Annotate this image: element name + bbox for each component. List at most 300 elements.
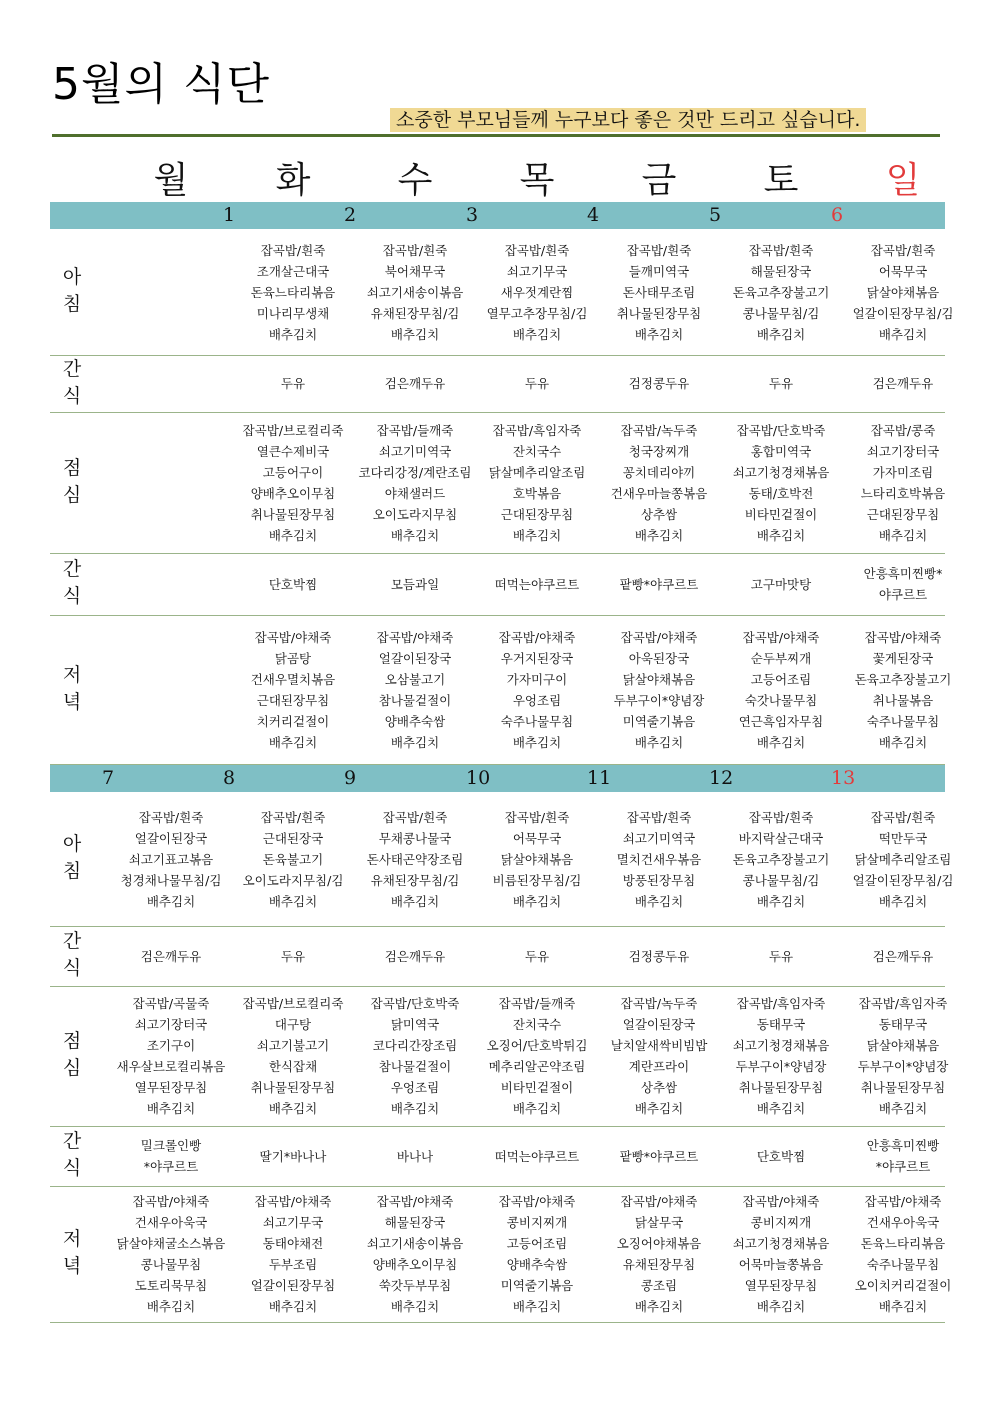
menu-item: 잡곡밥/들깨죽 <box>376 422 454 438</box>
menu-cell <box>598 355 720 412</box>
menu-item: 닭살메추리알조림 <box>488 464 586 480</box>
menu-cell <box>110 926 232 986</box>
menu-item: 무채콩나물국 <box>378 830 452 846</box>
menu-item: 모듬과일 <box>390 576 440 592</box>
menu-item: 돈육불고기 <box>262 851 324 867</box>
meal-label-char: 침 <box>62 293 82 315</box>
menu-item: 유채된장무침/김 <box>370 872 460 888</box>
menu-item: 두부구이*양념장 <box>613 692 705 708</box>
meal-label <box>50 926 94 980</box>
menu-item: 해물된장국 <box>750 263 812 279</box>
menu-item: 얼갈이된장국 <box>134 830 208 846</box>
menu-item: 돈육느타리볶음 <box>250 284 336 300</box>
menu-item: 취나물된장무침 <box>616 305 702 321</box>
menu-cell <box>110 1126 232 1186</box>
menu-item: 콩조림 <box>640 1278 678 1293</box>
menu-item: 비름된장무침/김 <box>492 872 582 888</box>
menu-item: 열무된장무침 <box>134 1080 208 1095</box>
menu-item: 배추김치 <box>512 1299 562 1314</box>
menu-cell <box>476 986 598 1126</box>
meal-row-snack1 <box>50 355 945 413</box>
menu-cell <box>598 926 720 986</box>
menu-item: 두유 <box>524 376 550 391</box>
menu-item: 동태/호박전 <box>748 485 814 501</box>
menu-cell <box>232 792 354 926</box>
menu-item: 콩비지찌개 <box>750 1215 812 1230</box>
menu-cell <box>598 986 720 1126</box>
menu-item: 잡곡밥/곡물죽 <box>132 996 210 1011</box>
menu-item: 배추김치 <box>268 1299 318 1314</box>
meal-label <box>50 554 94 608</box>
menu-item: *야쿠르트 <box>875 1159 931 1174</box>
menu-item: 떡만두국 <box>878 830 928 846</box>
menu-item: 동태야채전 <box>262 1236 324 1251</box>
menu-item: 잡곡밥/녹두죽 <box>620 996 698 1011</box>
menu-item: 배추김치 <box>634 734 684 750</box>
menu-item: 잡곡밥/야채죽 <box>742 1194 820 1209</box>
menu-item: 배추김치 <box>634 527 684 543</box>
meal-label-char: 저 <box>62 663 82 686</box>
menu-item: 양배추오이무침 <box>250 485 336 501</box>
menu-item: 잡곡밥/흰죽 <box>626 242 692 258</box>
menu-item: 동태무국 <box>756 1017 806 1032</box>
menu-item: 배추김치 <box>146 893 196 909</box>
menu-item: 새우살브로컬리볶음 <box>116 1059 226 1074</box>
menu-item: 잡곡밥/흰죽 <box>870 809 936 825</box>
menu-cell <box>842 986 964 1126</box>
menu-item: 배추김치 <box>390 1101 440 1116</box>
menu-item: 배추김치 <box>512 1101 562 1116</box>
menu-item: 배추김치 <box>634 1299 684 1314</box>
menu-item: 잡곡밥/야채죽 <box>254 1194 332 1209</box>
menu-cell <box>354 412 476 553</box>
menu-item: 날치알새싹비빔밥 <box>610 1038 708 1053</box>
menu-cell <box>476 553 598 615</box>
menu-item: 쇠고기새송이볶음 <box>366 284 464 300</box>
menu-cell <box>110 792 232 926</box>
menu-item: 쇠고기장터국 <box>866 443 940 459</box>
menu-cell <box>110 229 232 355</box>
menu-item: 배추김치 <box>268 527 318 543</box>
menu-item: 도토리묵무침 <box>134 1278 208 1293</box>
menu-item: 숙주나물무침 <box>866 713 940 729</box>
menu-item: 참나물겉절이 <box>378 1059 452 1074</box>
menu-item: 잡곡밥/콩죽 <box>870 422 936 438</box>
menu-item: 잔치국수 <box>512 443 562 459</box>
menu-item: 우엉조림 <box>390 1080 440 1095</box>
day-sun: 일 <box>885 160 921 201</box>
menu-cell <box>476 792 598 926</box>
day-mon: 월 <box>153 160 189 201</box>
menu-item: 콩나물무침/김 <box>742 872 820 888</box>
menu-cell <box>110 355 232 412</box>
menu-item: 새우젓계란찜 <box>500 284 574 300</box>
menu-item: 쇠고기새송이볶음 <box>366 1236 464 1251</box>
menu-item: 숙갓나물무침 <box>744 692 818 708</box>
menu-item: 배추김치 <box>634 893 684 909</box>
date-number: 7 <box>102 767 115 789</box>
menu-item: 배추김치 <box>878 1299 928 1314</box>
menu-item: 가자미구이 <box>506 671 568 687</box>
menu-item: 잡곡밥/브로컬리죽 <box>242 996 344 1011</box>
menu-item: 팥빵*야쿠르트 <box>619 1148 699 1164</box>
menu-cell <box>598 792 720 926</box>
menu-cell <box>476 1126 598 1186</box>
menu-item: 돈사태무조림 <box>622 284 696 300</box>
menu-item: 잡곡밥/야채죽 <box>132 1194 210 1209</box>
menu-item: 우거지된장국 <box>500 650 574 666</box>
day-fri: 금 <box>641 160 677 201</box>
date-number: 12 <box>709 767 734 789</box>
menu-item: 돈사태곤약장조림 <box>366 851 464 867</box>
menu-item: 배추김치 <box>390 326 440 342</box>
menu-item: 배추김치 <box>268 893 318 909</box>
menu-item: 얼갈이된장국 <box>622 1017 696 1032</box>
menu-cell <box>232 412 354 553</box>
menu-item: 잡곡밥/야채죽 <box>254 629 332 645</box>
meal-label-char: 아 <box>62 833 82 855</box>
menu-item: 느타리호박볶음 <box>860 485 946 501</box>
menu-item: 고등어조림 <box>506 1236 568 1251</box>
menu-item: 배추김치 <box>878 1101 928 1116</box>
menu-cell <box>354 229 476 355</box>
date-number: 6 <box>831 204 844 226</box>
date-number: 2 <box>344 204 357 226</box>
menu-item: 잡곡밥/흰죽 <box>260 242 326 258</box>
menu-item: 두부구이*양념장 <box>857 1059 949 1074</box>
meal-row-snack2 <box>50 553 945 616</box>
menu-item: *야쿠르트 <box>143 1159 199 1174</box>
menu-item: 미역줄기볶음 <box>500 1278 574 1293</box>
menu-cell <box>842 1126 964 1186</box>
menu-cell <box>232 355 354 412</box>
menu-item: 닭살야채볶음 <box>622 671 696 687</box>
menu-item: 양배추숙쌈 <box>384 713 446 729</box>
day-wed: 수 <box>397 160 433 201</box>
meal-label-char: 심 <box>62 483 82 506</box>
menu-item: 배추김치 <box>268 734 318 750</box>
date-number: 9 <box>344 767 357 789</box>
menu-item: 딸기*바나나 <box>259 1148 327 1164</box>
menu-item: 잡곡밥/흰죽 <box>138 809 204 825</box>
menu-cell <box>720 926 842 986</box>
date-number: 11 <box>587 767 612 789</box>
menu-cell <box>476 615 598 764</box>
menu-item: 오이치커리겉절이 <box>854 1278 952 1293</box>
menu-item: 취나물된장무침 <box>250 1080 336 1095</box>
menu-cell <box>842 926 964 986</box>
menu-cell <box>354 553 476 615</box>
menu-item: 잡곡밥/야채죽 <box>742 629 820 645</box>
menu-item: 치커리겉절이 <box>256 713 330 729</box>
menu-item: 잡곡밥/흰죽 <box>748 242 814 258</box>
menu-item: 배추김치 <box>878 734 928 750</box>
menu-item: 잡곡밥/야채죽 <box>498 629 576 645</box>
menu-item: 잔치국수 <box>512 1017 562 1032</box>
menu-item: 배추김치 <box>146 1299 196 1314</box>
menu-cell <box>354 355 476 412</box>
menu-item: 건새우아욱국 <box>134 1215 208 1230</box>
menu-item: 멸치건새우볶음 <box>616 851 702 867</box>
meal-label-char: 점 <box>62 1030 82 1052</box>
menu-item: 배추김치 <box>634 326 684 342</box>
menu-cell <box>110 615 232 764</box>
menu-item: 건새우멸치볶음 <box>250 671 336 687</box>
menu-item: 양배추오이무침 <box>372 1257 458 1272</box>
menu-item: 배추김치 <box>512 893 562 909</box>
menu-cell <box>110 986 232 1126</box>
menu-item: 잡곡밥/흰죽 <box>748 809 814 825</box>
menu-item: 두부구이*양념장 <box>735 1059 827 1074</box>
meal-label <box>50 1026 94 1080</box>
menu-item: 코다리간장조림 <box>372 1038 458 1053</box>
menu-item: 참나물겉절이 <box>378 692 452 708</box>
menu-cell <box>476 1186 598 1322</box>
menu-item: 잡곡밥/흑임자죽 <box>492 422 582 438</box>
menu-item: 대구탕 <box>274 1017 312 1032</box>
menu-item: 양배추숙쌈 <box>506 1257 568 1272</box>
meal-label <box>50 354 94 408</box>
menu-item: 해물된장국 <box>384 1215 446 1230</box>
meal-label <box>50 1126 94 1180</box>
menu-item: 취나물볶음 <box>872 692 934 708</box>
menu-item: 단호박찜 <box>268 576 318 592</box>
menu-cell <box>720 1186 842 1322</box>
menu-item: 두유 <box>280 948 306 964</box>
menu-cell <box>354 926 476 986</box>
menu-item: 배추김치 <box>878 326 928 342</box>
menu-item: 배추김치 <box>756 1299 806 1314</box>
menu-item: 건새우마늘쫑볶음 <box>610 485 708 501</box>
menu-item: 근대된장무침 <box>500 506 574 522</box>
menu-item: 꽃게된장국 <box>872 650 934 666</box>
menu-item: 상추쌈 <box>640 1080 678 1095</box>
menu-item: 배추김치 <box>390 1299 440 1314</box>
menu-cell <box>354 615 476 764</box>
meal-label-char: 아 <box>62 266 82 288</box>
menu-item: 안흥흑미찐빵* <box>863 566 943 581</box>
menu-item: 얼갈이된장무침/김 <box>852 305 954 321</box>
menu-cell <box>476 926 598 986</box>
menu-item: 쇠고기청경채볶음 <box>732 464 830 480</box>
menu-item: 두유 <box>280 376 306 391</box>
menu-item: 돈육느타리볶음 <box>860 1236 946 1251</box>
menu-item: 배추김치 <box>878 527 928 543</box>
menu-item: 잡곡밥/야채죽 <box>864 1194 942 1209</box>
menu-item: 비타민겉절이 <box>500 1080 574 1095</box>
menu-item: 돈육고추장불고기 <box>854 671 952 687</box>
menu-cell <box>232 615 354 764</box>
menu-cell <box>720 792 842 926</box>
menu-item: 닭살야채굴소스볶음 <box>116 1236 226 1251</box>
menu-item: 청경채나물무침/김 <box>120 872 222 888</box>
menu-item: 검정콩두유 <box>628 376 690 391</box>
menu-item: 잡곡밥/흰죽 <box>382 242 448 258</box>
meal-label-char: 식 <box>62 1157 82 1179</box>
menu-item: 검은깨두유 <box>384 948 446 964</box>
menu-item: 배추김치 <box>878 893 928 909</box>
menu-cell <box>110 1186 232 1322</box>
menu-item: 고구마맛탕 <box>750 576 812 592</box>
menu-item: 유채된장무침 <box>622 1257 696 1272</box>
date-number: 3 <box>466 204 479 226</box>
menu-cell <box>842 553 964 615</box>
menu-item: 근대된장무침 <box>866 506 940 522</box>
menu-item: 근대된장국 <box>262 830 324 846</box>
subtitle: 소중한 부모님들께 누구보다 좋은 것만 드리고 싶습니다. <box>390 108 866 132</box>
menu-item: 오징어/단호박튀김 <box>486 1038 588 1053</box>
menu-item: 조개살근대국 <box>256 263 330 279</box>
meal-label-char: 녁 <box>62 1255 82 1277</box>
menu-item: 우엉조림 <box>512 692 562 708</box>
menu-item: 야채샐러드 <box>384 485 446 501</box>
meal-label-char: 식 <box>62 384 82 407</box>
menu-item: 고등어조림 <box>750 671 812 687</box>
menu-item: 돈육고추장불고기 <box>732 284 830 300</box>
day-tue: 화 <box>275 160 311 201</box>
meal-row-breakfast <box>50 229 954 356</box>
menu-item: 쇠고기무국 <box>506 263 568 279</box>
menu-item: 배추김치 <box>756 326 806 342</box>
menu-item: 팥빵*야쿠르트 <box>619 576 699 592</box>
menu-item: 홍합미역국 <box>750 443 812 459</box>
menu-item: 오징어야채볶음 <box>616 1236 702 1251</box>
menu-item: 바나나 <box>396 1148 434 1164</box>
menu-cell <box>598 615 720 764</box>
menu-item: 잡곡밥/흰죽 <box>504 242 570 258</box>
menu-item: 배추김치 <box>390 734 440 750</box>
menu-item: 쇠고기청경채볶음 <box>732 1236 830 1251</box>
menu-item: 얼갈이된장국 <box>378 650 452 666</box>
menu-item: 잡곡밥/야채죽 <box>620 1194 698 1209</box>
menu-cell <box>232 986 354 1126</box>
menu-item: 닭살메추리알조림 <box>854 851 952 867</box>
menu-item: 가자미조림 <box>872 464 934 480</box>
meal-label <box>50 262 94 316</box>
menu-item: 배추김치 <box>390 527 440 543</box>
menu-cell <box>232 553 354 615</box>
meal-row-dinner <box>50 1186 952 1323</box>
menu-item: 잡곡밥/흰죽 <box>504 809 570 825</box>
meal-label-char: 간 <box>62 558 82 580</box>
menu-item: 단호박찜 <box>756 1148 806 1164</box>
menu-item: 잡곡밥/흰죽 <box>870 242 936 258</box>
menu-cell <box>842 412 964 553</box>
date-number: 8 <box>223 767 236 789</box>
menu-item: 밀크롤인빵 <box>140 1138 202 1153</box>
menu-item: 쇠고기청경채볶음 <box>732 1038 830 1053</box>
menu-item: 어묵마늘쫑볶음 <box>738 1257 824 1272</box>
date-number: 4 <box>587 204 600 226</box>
menu-cell <box>232 1126 354 1186</box>
menu-item: 쇠고기미역국 <box>622 830 696 846</box>
meal-label <box>50 453 94 507</box>
menu-item: 두유 <box>768 376 794 391</box>
menu-item: 숙주나물무침 <box>500 713 574 729</box>
menu-item: 바지락살근대국 <box>738 830 824 846</box>
menu-cell <box>720 553 842 615</box>
menu-item: 쇠고기장터국 <box>134 1017 208 1032</box>
meal-label-char: 간 <box>62 930 82 952</box>
menu-item: 오이도라지무침 <box>372 506 458 522</box>
menu-cell <box>598 1126 720 1186</box>
menu-item: 북어채무국 <box>384 263 446 279</box>
menu-item: 검은깨두유 <box>872 376 934 391</box>
menu-item: 배추김치 <box>756 527 806 543</box>
menu-item: 검정콩두유 <box>628 948 690 964</box>
menu-item: 닭살무국 <box>634 1215 684 1230</box>
date-number: 13 <box>831 767 856 789</box>
menu-cell <box>476 412 598 553</box>
meal-row-lunch <box>50 412 945 554</box>
menu-item: 한식잡채 <box>268 1059 318 1074</box>
menu-item: 잡곡밥/야채죽 <box>376 1194 454 1209</box>
date-number: 1 <box>223 204 236 226</box>
menu-item: 상추쌈 <box>640 506 678 522</box>
meal-label-char: 간 <box>62 1130 82 1152</box>
menu-item: 닭살야채볶음 <box>866 284 940 300</box>
menu-item: 얼갈이된장무침/김 <box>852 872 954 888</box>
menu-item: 잡곡밥/야채죽 <box>620 629 698 645</box>
weekday-header <box>0 152 992 200</box>
menu-cell <box>842 355 964 412</box>
menu-cell <box>720 229 842 355</box>
meal-label-char: 식 <box>62 585 82 607</box>
menu-item: 오이도라지무침/김 <box>242 872 344 888</box>
menu-item: 검은깨두유 <box>872 948 934 964</box>
menu-item: 쇠고기표고볶음 <box>128 851 214 867</box>
menu-item: 오삼불고기 <box>384 671 446 687</box>
meal-row-snack2 <box>50 1126 945 1187</box>
meal-row-breakfast <box>50 792 954 927</box>
menu-item: 연근흑임자무침 <box>738 713 824 729</box>
menu-item: 야쿠르트 <box>878 587 928 602</box>
meal-label <box>50 829 94 883</box>
menu-cell <box>354 1186 476 1322</box>
menu-cell <box>232 1186 354 1322</box>
menu-cell <box>720 1126 842 1186</box>
menu-item: 계란프라이 <box>628 1059 690 1074</box>
menu-cell <box>232 926 354 986</box>
menu-item: 콩나물무침 <box>140 1257 202 1272</box>
menu-item: 비타민겉절이 <box>744 506 818 522</box>
menu-item: 쑥갓두부무침 <box>378 1278 452 1293</box>
menu-item: 배추김치 <box>390 893 440 909</box>
menu-item: 방풍된장무침 <box>622 872 696 888</box>
menu-item: 아욱된장국 <box>628 650 690 666</box>
menu-item: 취나물된장무침 <box>860 1080 946 1095</box>
menu-item: 유채된장무침/김 <box>370 305 460 321</box>
menu-cell <box>232 229 354 355</box>
menu-item: 돈육고추장불고기 <box>732 851 830 867</box>
menu-item: 잡곡밥/야채죽 <box>864 629 942 645</box>
date-bar <box>50 765 945 792</box>
meal-label-char: 침 <box>62 860 82 882</box>
menu-cell <box>476 355 598 412</box>
menu-cell <box>842 792 964 926</box>
menu-item: 코다리강정/계란조림 <box>358 464 472 480</box>
menu-item: 닭살야채볶음 <box>866 1038 940 1053</box>
meal-row-snack1 <box>50 926 945 987</box>
menu-cell <box>842 1186 964 1322</box>
menu-item: 떠먹는야쿠르트 <box>494 1148 580 1164</box>
menu-item: 메추리알곤약조림 <box>488 1059 586 1074</box>
menu-item: 배추김치 <box>756 1101 806 1116</box>
menu-item: 떠먹는야쿠르트 <box>494 576 580 592</box>
meal-label-char: 식 <box>62 957 82 979</box>
menu-item: 숙주나물무침 <box>866 1257 940 1272</box>
menu-item: 쇠고기미역국 <box>378 443 452 459</box>
